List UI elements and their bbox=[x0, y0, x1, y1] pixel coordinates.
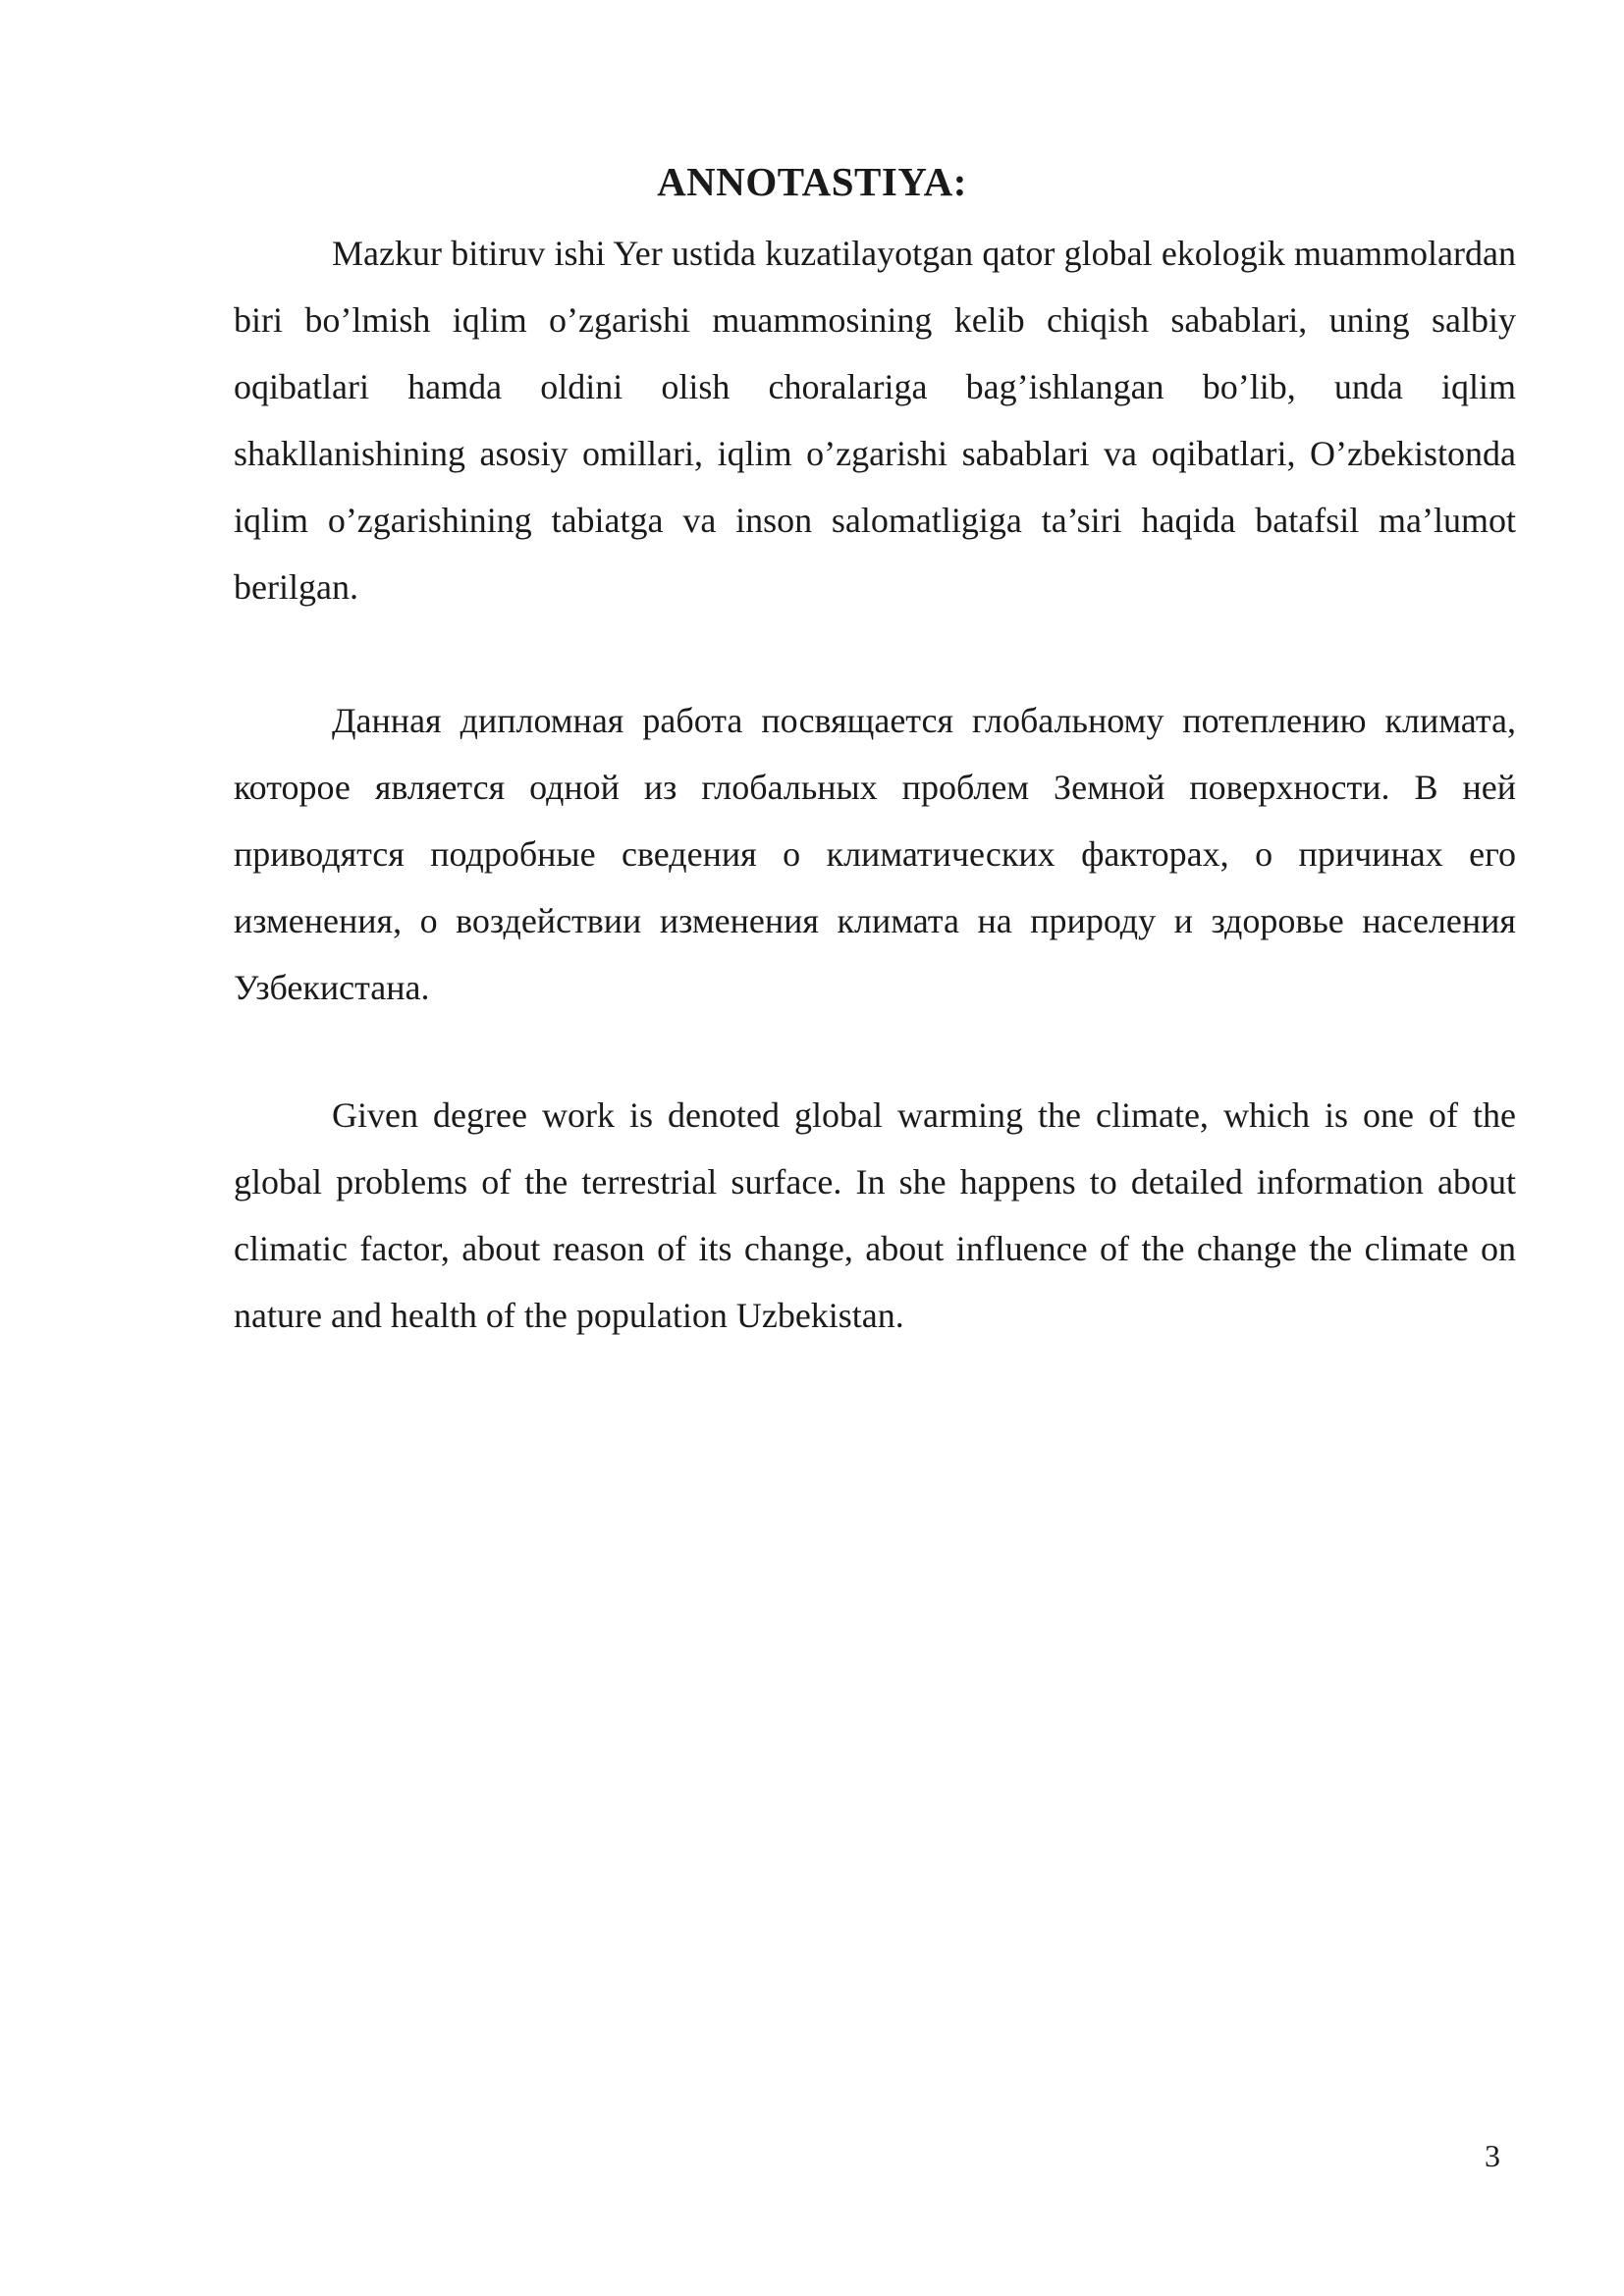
paragraph-english: Given degree work is denoted global warming the climate, which is one of the global problems of the terrestrial surface. In she happens to detailed information about climatic factor, about reason of its change, about influence of the change the climate on nature and health of the population Uzbekistan. bbox=[234, 1095, 1516, 1335]
page-number: 3 bbox=[1485, 2138, 1500, 2173]
page-title: ANNOTASTIYA: bbox=[657, 159, 967, 204]
paragraph-russian: Данная дипломная работа посвящается глобальному потеплению климата, которое является одной из глобальных проблем Земной поверхности. В ней приводятся подробные сведения о климатических факторах, о причинах его изменения, о воздействии изменения климата на природу и здоровье населения Узбекистана. bbox=[234, 701, 1516, 1007]
paragraph-uzbek: Mazkur bitiruv ishi Yer ustida kuzatilayotgan qator global ekologik muammolardan biri bo’lmish iqlim o’zgarishi muammosining kelib chiqish sabablari, uning salbiy oqibatlari hamda oldini olish choralariga bag’ishlangan bo’lib, unda iqlim shakllanishining asosiy omillari, iqlim o’zgarishi sabablari va oqibatlari, O’zbekistonda iqlim o’zgarishining tabiatga va inson salomatligiga ta’siri haqida batafsil ma’lumot berilgan. bbox=[234, 234, 1516, 607]
